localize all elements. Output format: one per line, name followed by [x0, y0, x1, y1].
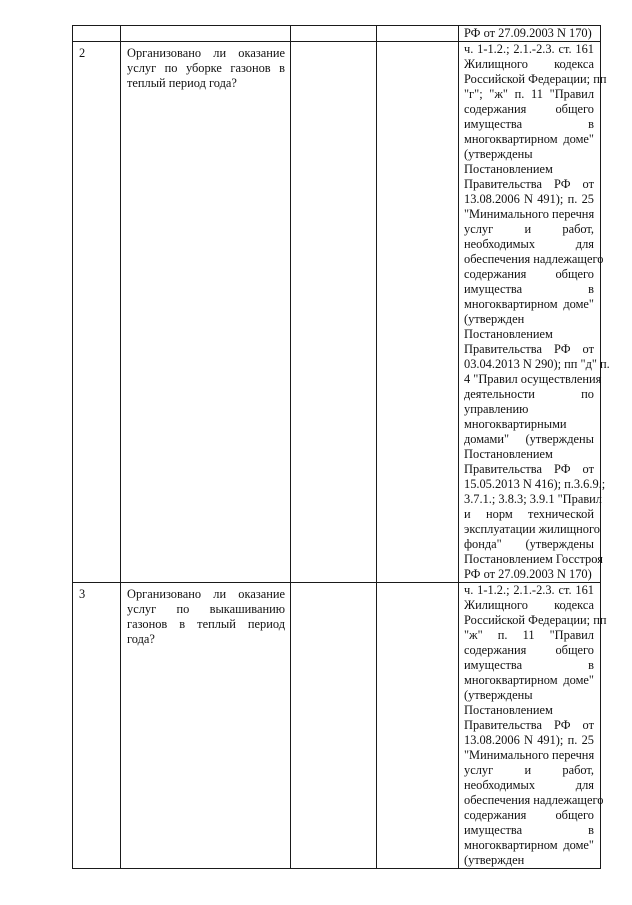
reference-line: 3.7.1.; 3.8.3; 3.9.1 "Правил — [464, 492, 602, 506]
question-cell — [121, 26, 291, 42]
question-text: Организовано ли оказание услуг по уборке газонов в теплый период года? — [127, 46, 285, 90]
reference-line: содержания общего — [464, 643, 594, 657]
empty-cell — [377, 42, 459, 583]
reference-line: обеспечения надлежащего — [464, 252, 604, 266]
reference-line: многоквартирном доме" — [464, 132, 594, 146]
reference-line: фонда" (утверждены — [464, 537, 594, 551]
reference-line: многоквартирными — [464, 417, 567, 431]
reference-line: услуг и работ, — [464, 763, 594, 777]
reference-line: (утвержден — [464, 312, 525, 326]
reference-line: 15.05.2013 N 416); п.3.6.9.; — [464, 477, 606, 491]
empty-cell — [291, 42, 377, 583]
reference-line: деятельности по — [464, 387, 594, 401]
reference-line: Постановлением — [464, 162, 553, 176]
reference-line: обеспечения надлежащего — [464, 793, 604, 807]
table-row — [73, 42, 601, 583]
requirements-table — [72, 25, 610, 869]
reference-line: эксплуатации жилищного — [464, 522, 600, 536]
legal-reference-cell — [459, 583, 607, 869]
reference-line: ч. 1-1.2.; 2.1.-2.3. ст. 161 — [464, 583, 594, 597]
reference-line: многоквартирном доме" — [464, 673, 594, 687]
reference-line: (утверждены — [464, 688, 533, 702]
reference-line: Постановлением — [464, 327, 553, 341]
legal-reference-text — [459, 26, 600, 41]
reference-line: Жилищного кодекса — [464, 598, 594, 612]
row-number-cell — [73, 26, 121, 42]
reference-line: имущества в — [464, 282, 594, 296]
reference-line: 4 "Правил осуществления — [464, 372, 602, 386]
reference-line: "Минимального перечня — [464, 207, 595, 221]
reference-line: (утверждены — [464, 147, 533, 161]
reference-line: содержания общего — [464, 102, 594, 116]
reference-line: услуг и работ, — [464, 222, 594, 236]
empty-cell — [377, 26, 459, 42]
reference-line: Правительства РФ от — [464, 177, 594, 191]
reference-line: Российской Федерации; пп — [464, 72, 607, 86]
reference-line: домами" (утверждены — [464, 432, 594, 446]
table-row — [73, 26, 601, 42]
legal-reference-cell — [459, 42, 610, 583]
question-cell — [121, 583, 291, 869]
reference-line: 13.08.2006 N 491); п. 25 — [464, 733, 594, 747]
row-number-cell — [73, 42, 121, 583]
reference-line: 03.04.2013 N 290); пп "д" п. — [464, 357, 610, 371]
reference-line: управлению — [464, 402, 529, 416]
table-row — [73, 583, 601, 869]
reference-line: Постановлением — [464, 703, 553, 717]
row-number: 3 — [79, 587, 86, 601]
empty-cell — [291, 26, 377, 42]
empty-cell — [377, 583, 459, 869]
question-text: Организовано ли оказание услуг по выкашиванию газонов в теплый период года? — [127, 587, 285, 646]
reference-line: содержания общего — [464, 808, 594, 822]
reference-line: имущества в — [464, 823, 594, 837]
question-cell — [121, 42, 291, 583]
reference-line: многоквартирном доме" — [464, 838, 594, 852]
reference-line: необходимых для — [464, 778, 594, 792]
reference-line: Постановлением — [464, 447, 553, 461]
reference-line: 13.08.2006 N 491); п. 25 — [464, 192, 594, 206]
row-number-cell — [73, 583, 121, 869]
legal-reference-text — [459, 42, 610, 582]
reference-line: многоквартирном доме" — [464, 297, 594, 311]
reference-line: ч. 1-1.2.; 2.1.-2.3. ст. 161 — [464, 42, 594, 56]
reference-line: Правительства РФ от — [464, 718, 594, 732]
reference-line: (утвержден — [464, 853, 525, 867]
reference-line: "Минимального перечня — [464, 748, 595, 762]
reference-line: и норм технической — [464, 507, 594, 521]
legal-reference-cell — [459, 26, 601, 42]
reference-line: имущества в — [464, 117, 594, 131]
reference-line: имущества в — [464, 658, 594, 672]
reference-line: РФ от 27.09.2003 N 170) — [464, 26, 592, 40]
reference-line: Российской Федерации; пп — [464, 613, 607, 627]
reference-line: "ж" п. 11 "Правил — [464, 628, 594, 642]
reference-line: Правительства РФ от — [464, 462, 594, 476]
reference-line: содержания общего — [464, 267, 594, 281]
reference-line: необходимых для — [464, 237, 594, 251]
reference-line: "г"; "ж" п. 11 "Правил — [464, 87, 594, 101]
empty-cell — [291, 583, 377, 869]
legal-reference-text — [459, 583, 607, 868]
reference-line: Правительства РФ от — [464, 342, 594, 356]
reference-line: РФ от 27.09.2003 N 170) — [464, 567, 592, 581]
reference-line: Постановлением Госстроя — [464, 552, 603, 566]
reference-line: Жилищного кодекса — [464, 57, 594, 71]
row-number: 2 — [79, 46, 86, 60]
